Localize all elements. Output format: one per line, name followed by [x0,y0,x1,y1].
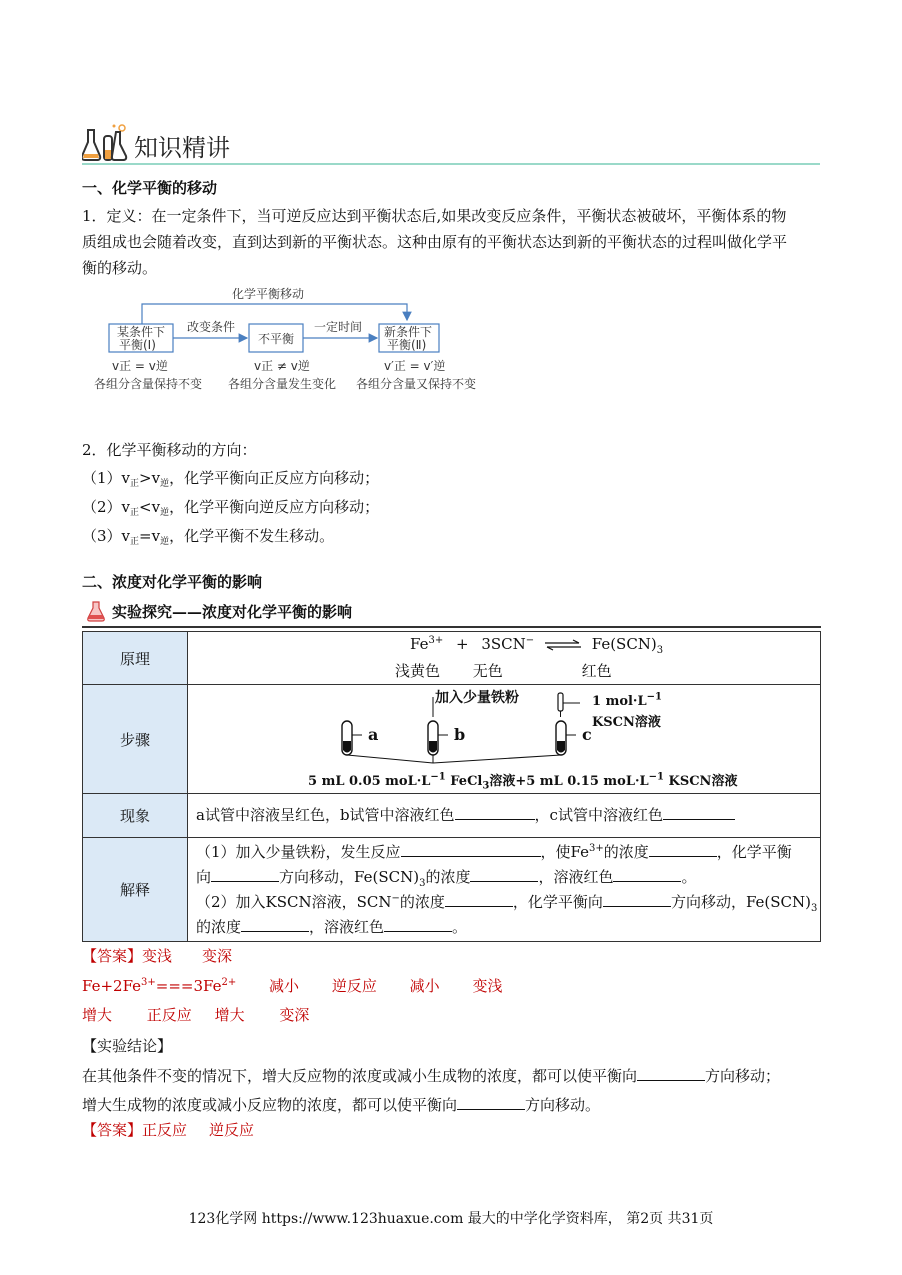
blank-color-2[interactable] [384,917,452,932]
page-title: 知识精讲 [134,134,230,162]
explanation-cell [188,838,821,942]
flow-top-label: 化学平衡移动 [232,287,305,301]
page-footer: 123化学网 https://www.123huaxue.com 最大的中学化学资料库， 第2页 共31页 [188,1211,714,1227]
step-kscn-label-1: 1 $mol\cdot L^{-1}$ [592,691,662,709]
direction-item-1: $(1)v_正>v_逆$，化学平衡向正反应方向移动； [82,469,380,489]
tube-label-a: a [368,725,379,744]
step-add-iron-label: 加入少量铁粉 [435,690,519,706]
answer-row-2: $Fe+2Fe^{3+}===3Fe^{2+}$ 减小 逆反应 减小 变浅 [82,977,503,995]
blank-phenomenon-c[interactable] [663,805,735,820]
experiment-title: 实验探究——浓度对化学平衡的影响 [112,603,353,621]
blank-fe-concentration[interactable] [649,842,717,857]
header-divider [82,163,820,165]
flow-box-1-line2: 平衡(Ⅰ) [119,338,156,352]
definition-line-3: 衡的移动。 [82,259,158,277]
flow-box-1-line1: 某条件下 [117,325,166,339]
section-header [82,122,820,166]
direction-item-2: $(2)v_正<v_逆$，化学平衡向逆反应方向移动； [82,498,380,518]
explanation-line-3: （2）加入KSCN溶液，SCN−的浓度 ，化学平衡向 方向移动，$Fe(SCN)_3$ [196,892,818,914]
principle-cell [188,632,821,685]
blank-direction-1[interactable] [211,867,279,882]
steps-cell [188,685,821,794]
answer-row-3: 增大 正反应 增大 变深 [82,1006,310,1024]
row-label-explanation: 解释 [83,838,188,942]
equation: $Fe^{3+} + 3SCN^-$ $Fe(SCN)_3$ [410,635,664,656]
flow-arrow-1-label: 改变条件 [187,320,236,334]
step-bottom-label: 5 mL 0.05 $moL\cdot L^{-1}$ FeCl$_3$溶液+5 mL 0.15 $moL\cdot L^{-1}$ KSCN溶液 [308,771,738,792]
blank-fescn-concentration-1[interactable] [470,867,538,882]
equilibrium-arrows-icon [543,639,583,651]
tube-label-b: b [454,725,466,744]
experiment-flask-icon [86,600,106,622]
flow-cond-2: v正 ≠ v逆 [254,359,310,373]
flow-note-3: 各组分含量又保持不变 [356,377,477,391]
flow-note-2: 各组分含量发生变化 [228,377,337,391]
experiment-table [82,631,821,942]
equilibrium-shift-diagram [82,282,482,398]
definition-line-1: 1．定义：在一定条件下，当可逆反应达到平衡状态后,如果改变反应条件，平衡状态被破坏，平衡体系的物 [82,207,787,225]
blank-color-1[interactable] [613,867,681,882]
flow-cond-1: v正 = v逆 [112,359,168,373]
direction-title: 2．化学平衡移动的方向： [82,441,257,459]
flow-cond-3: v′正 = v′逆 [384,359,446,373]
blank-reaction[interactable] [401,842,541,857]
blank-fescn-concentration-2[interactable] [241,917,309,932]
blank-phenomenon-b[interactable] [455,805,535,820]
row-label-steps: 步骤 [83,685,188,794]
conclusion-heading: 【实验结论】 [82,1037,173,1055]
direction-item-3: $(3)v_正=v_逆$，化学平衡不发生移动。 [82,527,335,547]
definition-line-2: 质组成也会随着改变，直到达到新的平衡状态。这种由原有的平衡状态达到新的平衡状态的过程叫做化学平 [82,233,788,251]
blank-conclusion-2[interactable] [457,1095,525,1110]
explanation-line-2: 向 方向移动，$Fe(SCN)_3$的浓度 ，溶液红色 。 [196,867,697,889]
row-label-phenomenon: 现象 [83,794,188,838]
flask-icon [82,122,130,164]
tube-label-c: c [582,725,592,744]
flow-note-1: 各组分含量保持不变 [94,377,203,391]
blank-direction-2[interactable] [603,892,671,907]
flow-box-3-line2: 平衡(Ⅱ) [387,338,427,352]
experiment-title-underline [82,626,821,628]
explanation-line-4: 的浓度 ，溶液红色 。 [196,917,468,936]
explanation-line-1: （1）加入少量铁粉，发生反应 ，使$Fe^{3+}$的浓度 ，化学平衡 [196,842,792,861]
section-heading-2: 二、浓度对化学平衡的影响 [82,573,263,591]
conclusion-line-1: 在其他条件不变的情况下，增大反应物的浓度或减小生成物的浓度，都可以使平衡向 方向移动； [82,1067,781,1085]
section-heading-1: 一、化学平衡的移动 [82,179,218,197]
answer-row-4: 【答案】正反应 逆反应 [82,1121,255,1139]
answer-row-1: 【答案】变浅 变深 [82,947,233,965]
flow-arrow-2-label: 一定时间 [314,320,363,334]
row-label-principle: 原理 [83,632,188,685]
dropper-icon [558,693,563,711]
phenomenon-cell: a试管中溶液呈红色，b试管中溶液红色 ，c试管中溶液红色 [188,794,821,838]
flow-box-3-line1: 新条件下 [384,325,433,339]
color-labels: 浅黄色 无色 红色 [395,662,612,680]
conclusion-line-2: 增大生成物的浓度或减小反应物的浓度，都可以使平衡向 方向移动。 [82,1096,601,1114]
step-kscn-label-2: KSCN溶液 [592,715,661,730]
blank-scn-concentration[interactable] [445,892,513,907]
blank-conclusion-1[interactable] [637,1066,705,1081]
flow-box-2-text: 不平衡 [258,332,295,346]
